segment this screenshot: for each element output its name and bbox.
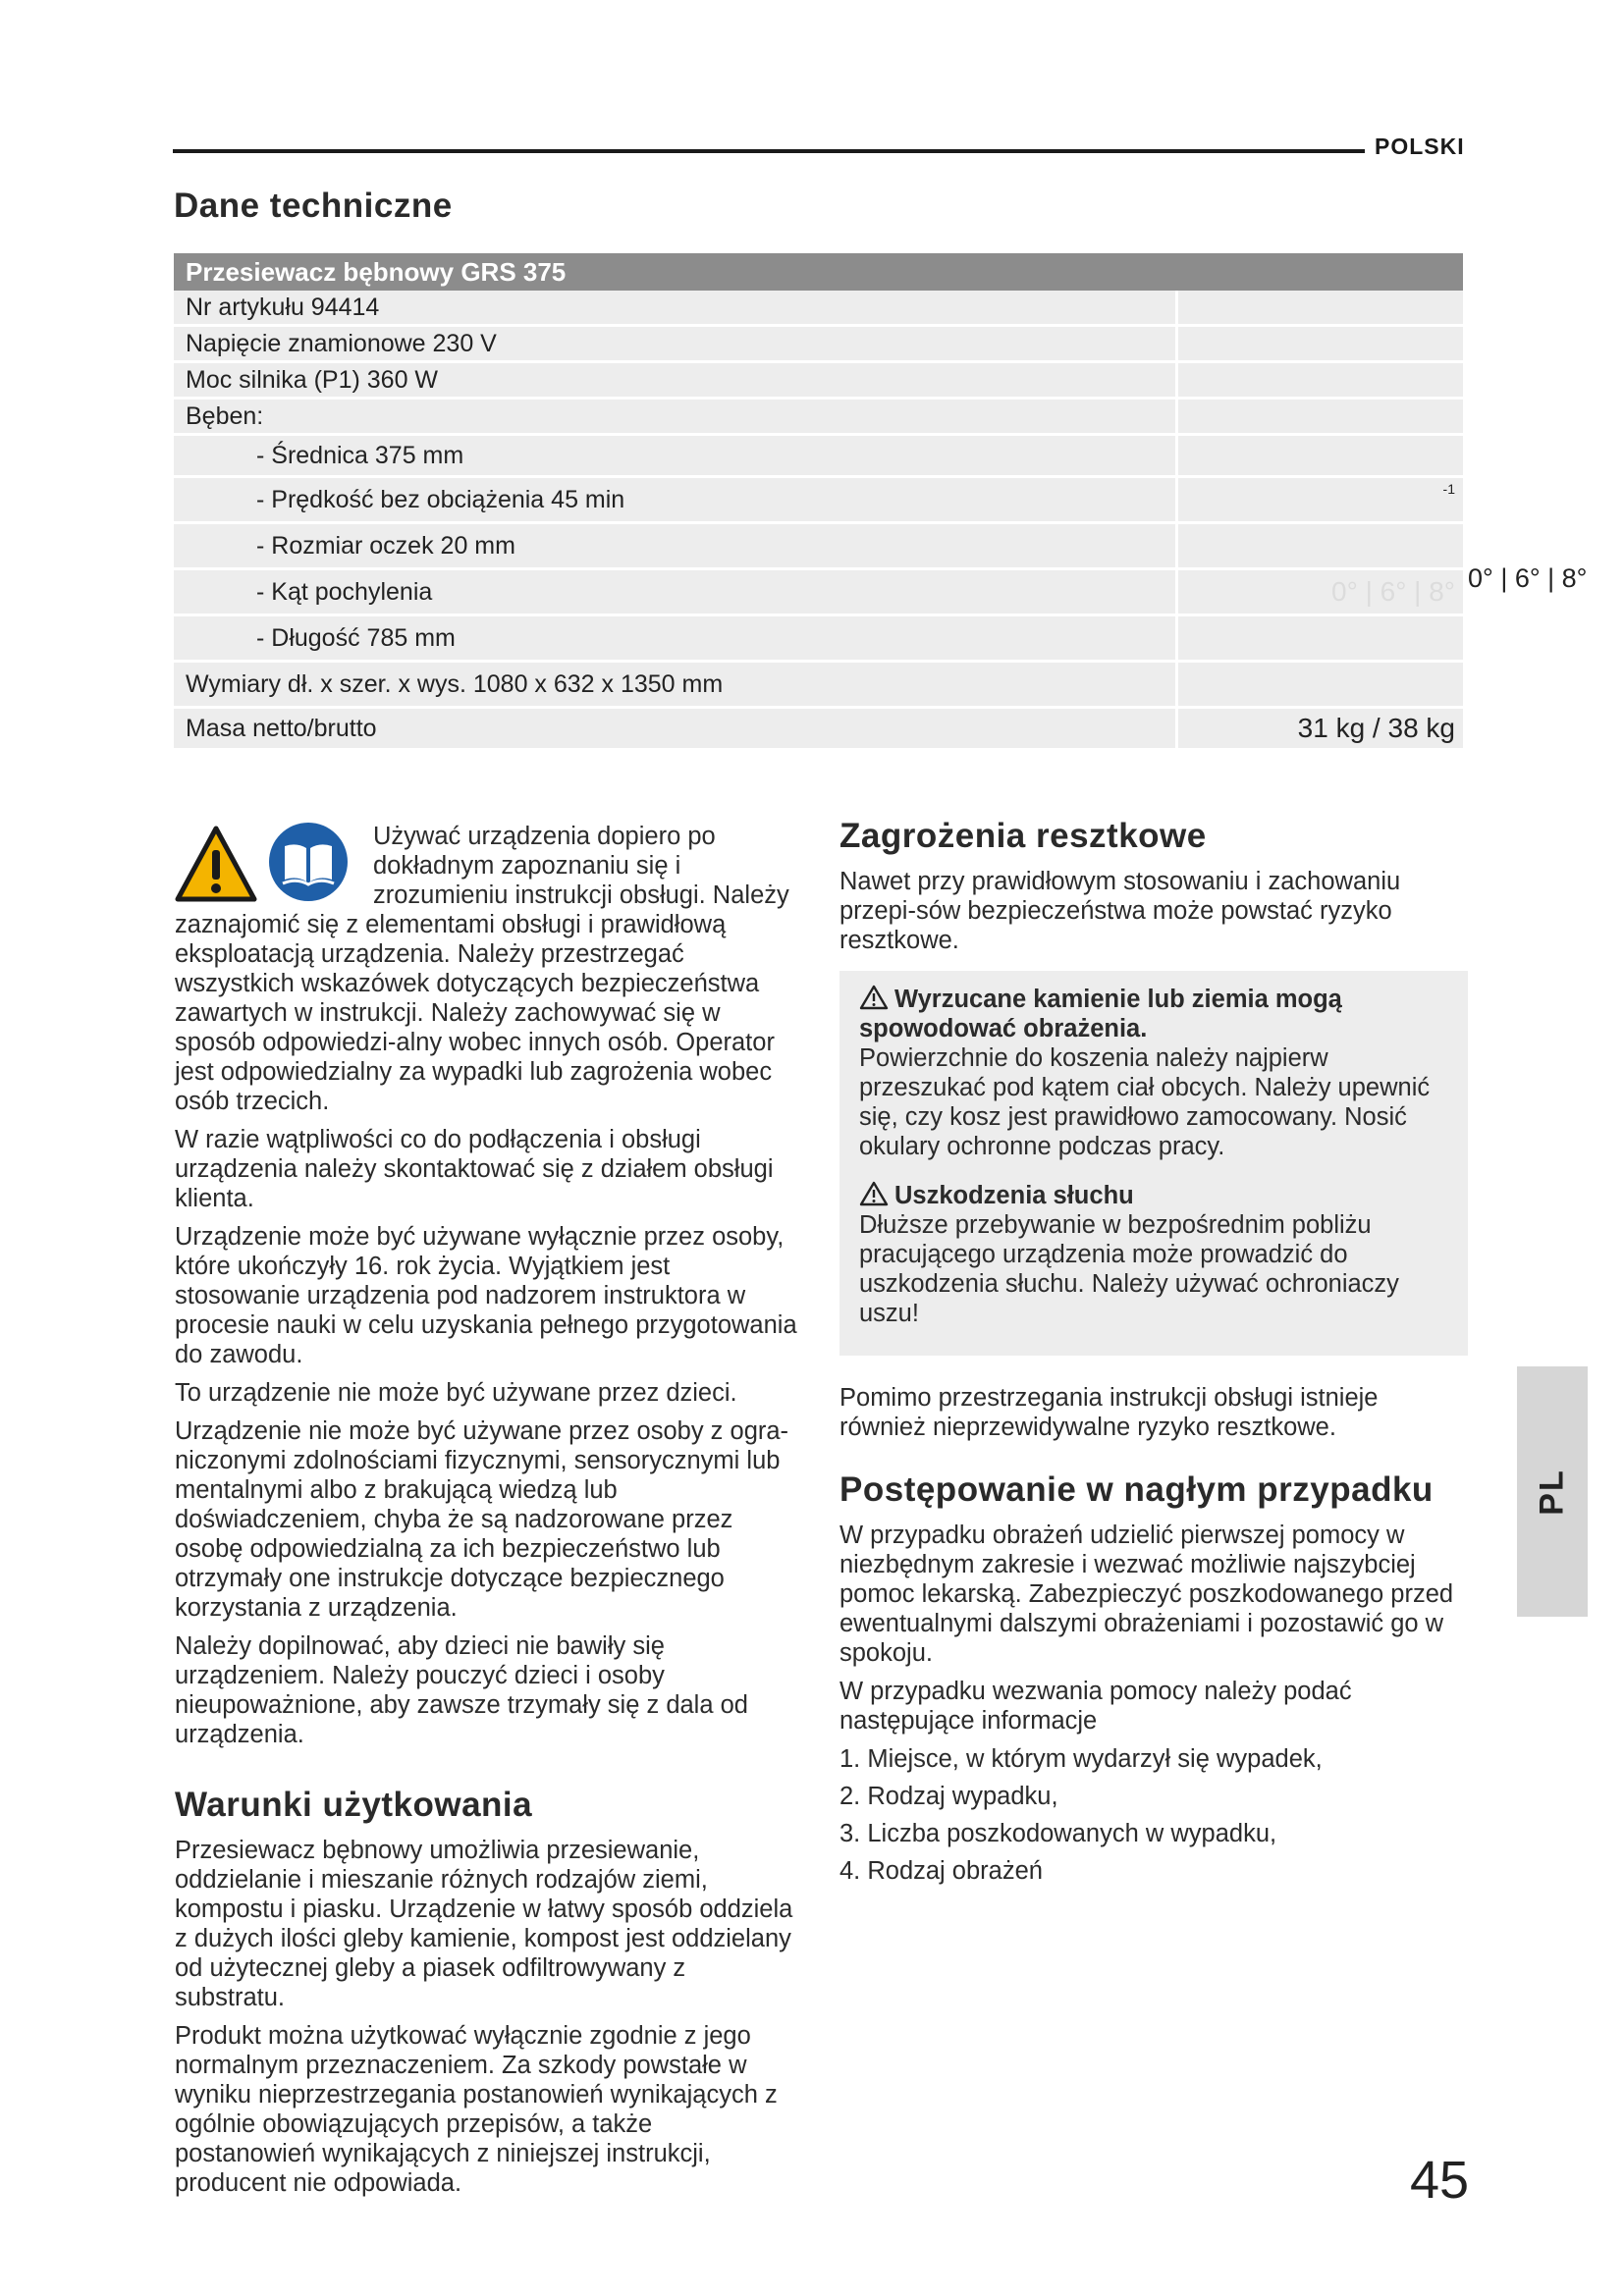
list-item: 4. Rodzaj obrażeń (839, 1857, 1043, 1885)
spec-row (174, 663, 1463, 709)
warning-icon (859, 985, 889, 1010)
spec-value (1178, 524, 1463, 567)
spec-row (174, 570, 1463, 616)
spec-label: Moc silnika (P1) 360 W (174, 363, 1175, 397)
list-item: 1. Miejsce, w którym wydarzył się wypadek, (839, 1745, 1323, 1773)
list-item: 3. Liczba poszkodowanych w wypadku, (839, 1820, 1277, 1847)
page-number: 45 (1410, 2151, 1470, 2210)
header-rule (173, 149, 1365, 153)
spec-value (1178, 400, 1463, 433)
spec-value: 31 kg / 38 kg (1178, 709, 1463, 748)
spec-row (174, 436, 1463, 478)
safety-paragraph: Urządzenie może być używane wyłącznie przez osoby, które ukończyły 16. rok życia. Wyjątkiem jest stosowanie urządzenia pod nadzorem instruktora w procesie nauki w celu uzyskania pełnego przygotowania do zawodu. (175, 1223, 797, 1368)
usage-paragraph: Produkt można użytkować wyłącznie zgodnie z jego normalnym przeznaczeniem. Za szkody powstałe w wyniku nieprzestrzegania postanowień wynikających z ogólnie obowiązujących przepisów, a także postanowień wynikających z niniejszej instrukcji, producent nie odpowiada. (175, 2022, 778, 2197)
spec-row (174, 616, 1463, 663)
emergency-paragraph: W przypadku wezwania pomocy należy podać następujące informacje (839, 1678, 1352, 1735)
spec-label: - Prędkość bez obciążenia 45 min (174, 478, 1175, 521)
warning-icon (859, 1181, 889, 1206)
spec-value (1178, 291, 1463, 324)
warning-title: Wyrzucane kamienie lub ziemia mogą spowodować obrażenia. (859, 986, 1342, 1042)
spec-value-ghost: 0° | 6° | 8° (1331, 576, 1455, 607)
spec-label: - Średnica 375 mm (174, 436, 1175, 475)
spec-label: - Rozmiar oczek 20 mm (174, 524, 1175, 567)
emergency-paragraph: W przypadku obrażeń udzielić pierwszej pomocy w niezbędnym zakresie i wezwać możliwie najszybciej pomoc lekarską. Zabezpieczyć poszkodowanego przed ewentualnymi dalszymi obrażeniami i pozostawić go w spokoju. (839, 1522, 1454, 1667)
safety-paragraph: Używać urządzenia dopiero po dokładnym zapoznaniu się i zrozumieniu instrukcji obsługi. Należy zaznajomić się z elementami obsługi i prawidłową eksploatacją urządzenia. Należy przestrzegać wszystkich wskazówek dotyczących bezpieczeństwa zawartych w instrukcji. Należy zachowywać się w sposób odpowiedzi-alny wobec innych osób. Operator jest odpowiedzialny za wypadki lub zagrożenia wobec osób trzecich. (175, 823, 789, 1115)
list-item: 2. Rodzaj wypadku, (839, 1783, 1058, 1810)
spec-value (1178, 436, 1463, 475)
warning-box (839, 971, 1468, 1356)
right-column (839, 817, 1468, 1894)
spec-row (174, 709, 1463, 751)
warning-text: Dłuższe przebywanie w bezpośrednim pobliżu pracującego urządzenia może prowadzić do uszkodzenia słuchu. Należy używać ochroniaczy uszu! (859, 1211, 1399, 1327)
spec-unit-superscript: -1 (1442, 481, 1455, 497)
language-side-tab (1517, 1366, 1588, 1617)
spec-row (174, 524, 1463, 570)
usage-title: Warunki użytkowania (175, 1786, 533, 1824)
spec-value (1178, 570, 1463, 614)
safety-paragraph: Należy dopilnować, aby dzieci nie bawiły się urządzeniem. Należy pouczyć dzieci i osoby nieupoważnione, aby zawsze trzymały się z dala od urządzenia. (175, 1632, 748, 1748)
usage-paragraph: Przesiewacz bębnowy umożliwia przesiewanie, oddzielanie i mieszanie różnych rodzajów ziemi, kompostu i piasku. Urządzenie w łatwy sposób oddziela z dużych ilości gleby kamienie, kompost jest oddzielany od użytecznej gleby a piasek odfiltrowywany z substratu. (175, 1837, 793, 2011)
residual-risks-title: Zagrożenia resztkowe (839, 817, 1207, 855)
warning-triangle-icon (175, 825, 257, 903)
spec-row (174, 363, 1463, 400)
emergency-title: Postępowanie w nagłym przypadku (839, 1470, 1434, 1509)
emergency-info-list (839, 1744, 1468, 1886)
spec-table-title: Przesiewacz bębnowy GRS 375 (174, 253, 1463, 291)
spec-row (174, 327, 1463, 363)
warning-title: Uszkodzenia słuchu (859, 1181, 1448, 1210)
left-column (175, 822, 799, 2207)
spec-value (1178, 616, 1463, 660)
spec-row (174, 400, 1463, 436)
tech-data-title: Dane techniczne (174, 187, 453, 225)
spec-row (174, 291, 1463, 327)
spec-label: Nr artykułu 94414 (174, 291, 1175, 324)
spec-table (174, 253, 1463, 751)
language-label: POLSKI (1375, 133, 1465, 159)
spec-label: Wymiary dł. x szer. x wys. 1080 x 632 x 1350 mm (174, 663, 1175, 706)
spec-label: - Kąt pochylenia (174, 570, 1175, 614)
safety-paragraph: Urządzenie nie może być używane przez osoby z ogra-niczonymi zdolnościami fizycznymi, sensorycznymi lub mentalnymi albo z brakującą wiedzą lub doświadczeniem, chyba że są nadzorowane przez osobę odpowiedzialną za ich bezpieczeństwo lub otrzymały one instrukcje dotyczące bezpiecznego korzystania z urządzenia. (175, 1417, 789, 1622)
spec-value (1178, 327, 1463, 360)
safety-paragraph: To urządzenie nie może być używane przez dzieci. (175, 1379, 737, 1407)
spec-label: Masa netto/brutto (174, 709, 1175, 748)
read-manual-icon (267, 821, 350, 903)
spec-label: Bęben: (174, 400, 1175, 433)
warning-text: Powierzchnie do koszenia należy najpierw przeszukać pod kątem ciał obcych. Należy upewnić się, czy kosz jest prawidłowo zamocowany. Nosić okulary ochronne podczas pracy. (859, 1044, 1431, 1160)
safety-icons (175, 819, 371, 905)
spec-label: Napięcie znamionowe 230 V (174, 327, 1175, 360)
spec-value (1178, 363, 1463, 397)
safety-paragraph: W razie wątpliwości co do podłączenia i obsługi urządzenia należy skontaktować się z działem obsługi klienta. (175, 1126, 774, 1212)
residual-outro: Pomimo przestrzegania instrukcji obsługi istnieje również nieprzewidywalne ryzyko resztkowe. (839, 1384, 1379, 1441)
language-tab-label: PL (1533, 1468, 1571, 1516)
residual-intro: Nawet przy prawidłowym stosowaniu i zachowaniu przepi-sów bezpieczeństwa może powstać ryzyko resztkowe. (839, 868, 1401, 954)
tilt-angle-value: 0° | 6° | 8° (1468, 563, 1588, 593)
spec-value (1178, 663, 1463, 706)
spec-label: - Długość 785 mm (174, 616, 1175, 660)
spec-value (1178, 478, 1463, 521)
spec-row (174, 478, 1463, 524)
